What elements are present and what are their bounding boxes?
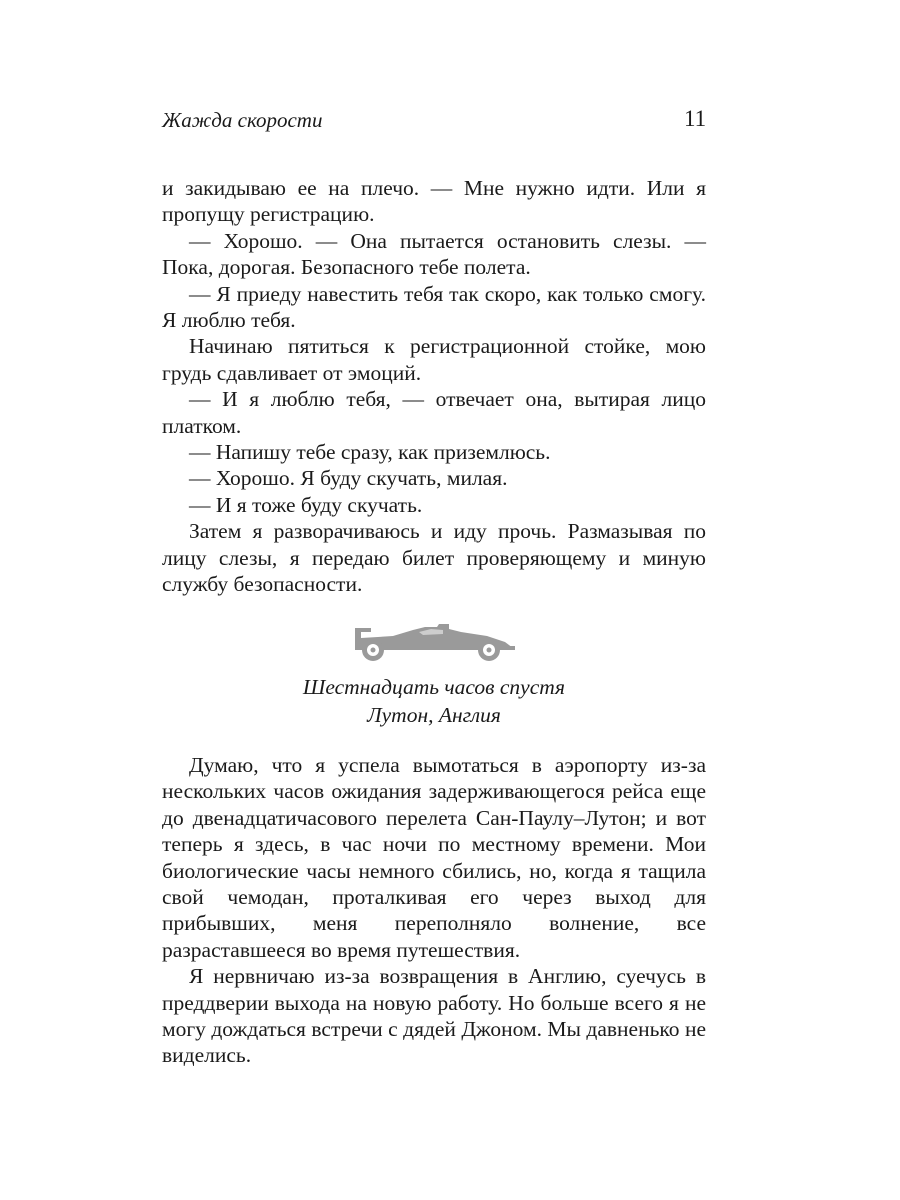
paragraph: и закидываю ее на плечо. — Мне нужно идти. Или я пропущу регистрацию. bbox=[162, 176, 706, 227]
race-car-icon bbox=[353, 620, 517, 662]
text-section-1 bbox=[162, 175, 706, 598]
paragraph: — Хорошо. Я буду скучать, милая. bbox=[189, 466, 508, 491]
running-head: Жажда скорости bbox=[162, 108, 323, 132]
paragraph: Начинаю пятиться к регистрационной стойке, мою грудь сдавливает от эмоций. bbox=[162, 334, 706, 385]
paragraph: Думаю, что я успела вымотаться в аэропорту из-за нескольких часов ожидания задерживающегося рейса еще до двенадцатичасового перелета Сан-Паулу–Лутон; и вот теперь я здесь, в час ночи по местному времени. Мои биологические часы немного сбились, но, когда я тащила свой чемодан, проталкивая его через выход для прибывших, меня переполняло волнение, все разраставшееся во время путешествия. bbox=[162, 753, 706, 962]
paragraph: Я нервничаю из-за возвращения в Англию, суечусь в преддверии выхода на новую работу. Но больше всего я не могу дождаться встречи с дядей Джоном. Мы давненько не виделись. bbox=[162, 964, 706, 1068]
paragraph: — Я приеду навестить тебя так скоро, как только смогу. Я люблю тебя. bbox=[162, 281, 706, 333]
scene-heading bbox=[162, 673, 706, 729]
page-number: 11 bbox=[684, 106, 707, 131]
scene-location: Лутон, Англия bbox=[367, 703, 501, 727]
paragraph: — И я люблю тебя, — отвечает она, вытирая лицо платком. bbox=[162, 387, 706, 438]
paragraph: — И я тоже буду скучать. bbox=[189, 492, 423, 517]
paragraph: — Хорошо. — Она пытается остановить слезы. — Пока, дорогая. Безопасного тебе полета. bbox=[162, 228, 706, 280]
paragraph: — Напишу тебе сразу, как приземлюсь. bbox=[189, 440, 551, 465]
paragraph: Затем я разворачиваюсь и иду прочь. Размазывая по лицу слезы, я передаю билет проверяющему и миную службу безопасности. bbox=[162, 519, 706, 597]
text-section-2 bbox=[162, 752, 706, 1069]
scene-time: Шестнадцать часов спустя bbox=[302, 675, 566, 699]
